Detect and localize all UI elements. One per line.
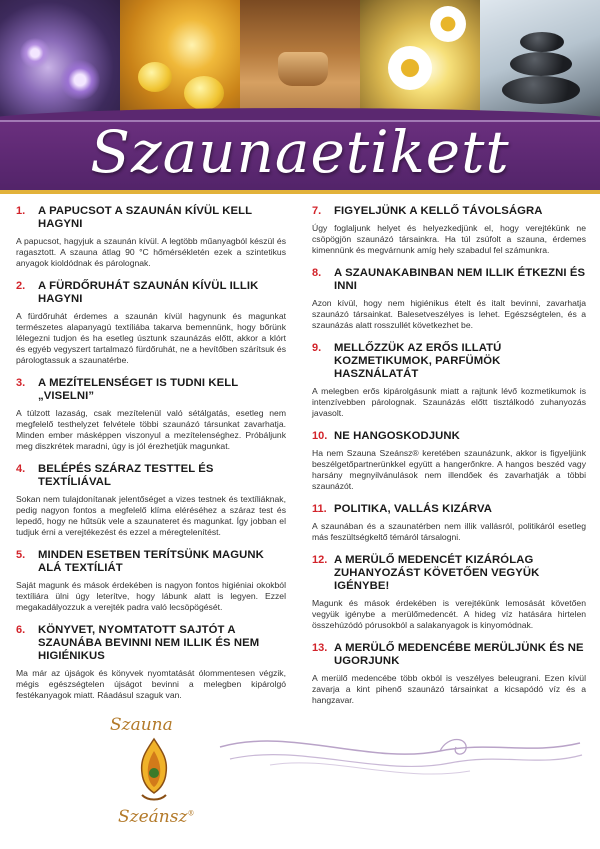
rule-number: 2.: [16, 280, 26, 292]
rule-body: A túlzott lazaság, csak mezítelenül való sétálgatás, esetleg nem megfelelő testhelyzet felvétele többi szaunázó társunkat zavarhatja. Minden ember másképpen viszonyul a mezítelenséghez. Próbáljunk meg diszkrétek maradni, úgy is jól érezhetjük magunkat.: [16, 408, 286, 451]
rule-number: 10.: [312, 430, 328, 442]
rule-heading: A MEZÍTELENSÉGET IS TUDNI KELL „VISELNI”: [38, 377, 239, 402]
rule-body: Sokan nem tulajdonítanak jelentőséget a vizes testnek és textíliáknak, pedig nagyon fontos a megfelelő klíma eléréséhez a száraz test és lepedő, hogy ne hűtsük vele a szaunateret és magunkat. Így jobban el tudjuk érni a verejtékezést és ezzel a méregtelenítést.: [16, 494, 286, 537]
rule-item: [16, 463, 286, 538]
rule-body: Saját magunk és mások érdekében is nagyon fontos higiéniai okokból textíliára ülni úgy leterítve, hogy lábunk alatt is legyen. Ezzel megakadályozzuk a verejték padra való lecsöpögését.: [16, 580, 286, 612]
rule-number: 12.: [312, 554, 328, 566]
rule-item: [312, 642, 586, 706]
rule-number: 7.: [312, 205, 322, 217]
rule-body: A melegben erős kipárolgásunk miatt a rajtunk lévő kozmetikumok is intenzívebben párolognak. Szaunázás előtt tisztálkodó zuhanyozás javasolt.: [312, 386, 586, 418]
rule-body: Azon kívül, hogy nem higiénikus ételt és italt bevinni, zavarhatja szaunázó társainkat. Balesetveszélyes is lehet. Egészségtelen, és a szaunázás alatt rosszullét következhet be.: [312, 298, 586, 330]
rule-item: [312, 342, 586, 419]
logo-text-bottom: Szeánsz®: [118, 807, 195, 827]
rule-body: Ha nem Szauna Szeánsz® keretében szaunázunk, akkor is figyeljünk beszélgetőpartnerünkkel együtt a hangerőnkre. A hangos beszéd vagy harsány megnyilvánulások nem illendőek és zavarhatják a többi szaunázót.: [312, 448, 586, 491]
rule-heading: A PAPUCSOT A SZAUNÁN KÍVÜL KELL HAGYNI: [38, 205, 252, 230]
page-title: Szaunaetikett: [90, 118, 510, 186]
rule-heading: A MERÜLŐ MEDENCÉBE MERÜLJÜNK ÉS NE UGORJUNK: [334, 642, 584, 667]
rule-heading: A FÜRDŐRUHÁT SZAUNÁN KÍVÜL ILLIK HAGYNI: [38, 280, 259, 305]
stone-icon: [502, 76, 580, 104]
logo-text-top: Szauna: [110, 715, 173, 735]
daisy-icon: [430, 6, 466, 42]
flower-icon: [60, 60, 100, 100]
rule-body: Magunk és mások érdekében is verejtékünk lemosását követően vegyük igénybe a merülőmedencét. A hideg víz hatására hirtelen összehúzódó pórusokból a salakanyagok is kinyomódnak.: [312, 598, 586, 630]
rule-number: 11.: [312, 503, 327, 515]
rule-heading: A SZAUNAKABINBAN NEM ILLIK ÉTKEZNI ÉS INNI: [334, 267, 586, 292]
rule-item: [16, 280, 286, 366]
rule-number: 4.: [16, 463, 26, 475]
rule-heading: NE HANGOSKODJUNK: [334, 430, 460, 442]
right-column: [312, 205, 586, 717]
rule-item: [312, 430, 586, 492]
rule-body: A merülő medencébe több okból is veszélyes beleugrani. Ezen kívül zavarja a kint pihenő szaunázó társainkat a kicsapódó víz és a hangzavar.: [312, 673, 586, 705]
rule-number: 8.: [312, 267, 322, 279]
rule-heading: MELLŐZZÜK AZ ERŐS ILLATÚ KOZMETIKUMOK, PARFÜMÖK HASZNÁLATÁT: [334, 342, 502, 380]
left-column: [16, 205, 286, 712]
sauna-bucket-icon: [278, 52, 328, 86]
stone-icon: [520, 32, 564, 52]
flame-emblem-icon: [136, 737, 172, 805]
daisy-icon: [388, 46, 432, 90]
decorative-swirl-icon: [210, 725, 590, 785]
rule-number: 6.: [16, 624, 26, 636]
rule-item: [312, 205, 586, 256]
rule-item: [312, 267, 586, 331]
rule-body: A szaunában és a szaunatérben nem illik vallásról, politikáról esetleg más feszültségkeltő témáról társalogni.: [312, 521, 586, 542]
rule-item: [16, 377, 286, 452]
rule-item: [16, 205, 286, 269]
rule-number: 9.: [312, 342, 322, 354]
rule-heading: FIGYELJÜNK A KELLŐ TÁVOLSÁGRA: [334, 205, 543, 217]
candle-icon: [184, 76, 224, 110]
candle-icon: [138, 62, 172, 92]
rule-body: Úgy foglaljunk helyet és helyezkedjünk el, hogy verejtékünk ne csöpögjön szaunázó társainkra. Ha túl zsúfolt a szauna, érdemes kimennünk és megvárnunk amíg hely szabadul fel számunkra.: [312, 223, 586, 255]
rule-item: [16, 549, 286, 613]
rule-body: A fürdőruhát érdemes a szaunán kívül hagynunk és magunkat természetes alapanyagú textíliába takarva bemennünk, hogy bőrünk lélegezni tudjon és ha esetleg úsztunk szaunázás előtt, akkor a klórt és egyéb vegyszert tartalmazó fürdőruhát, ne a hevítőben szárítsuk és párologtassuk a szaunatérbe.: [16, 311, 286, 365]
rule-heading: KÖNYVET, NYOMTATOTT SAJTÓT A SZAUNÁBA BEVINNI NEM ILLIK ÉS NEM HIGIÉNIKUS: [38, 624, 260, 662]
rule-heading: POLITIKA, VALLÁS KIZÁRVA: [334, 503, 493, 515]
rule-heading: MINDEN ESETBEN TERÍTSÜNK MAGUNK ALÁ TEXTÍLIÁT: [38, 549, 264, 574]
rule-heading: BELÉPÉS SZÁRAZ TESTTEL ÉS TEXTÍLIÁVAL: [38, 463, 214, 488]
rule-item: [312, 503, 586, 543]
rule-body: A papucsot, hagyjuk a szaunán kívül. A legtöbb műanyagból készül és ragasztott. A szauna átlag 90 °C hőmérsékletén ezek a szintetikus anyagok kioldódnak és párolognak.: [16, 236, 286, 268]
rule-item: [312, 554, 586, 631]
rule-item: [16, 624, 286, 701]
szauna-szeansz-logo: [100, 715, 210, 835]
stone-icon: [510, 52, 572, 76]
rule-number: 3.: [16, 377, 26, 389]
rule-number: 5.: [16, 549, 26, 561]
rule-number: 1.: [16, 205, 26, 217]
flower-icon: [20, 38, 50, 68]
rule-heading: A MERÜLŐ MEDENCÉT KIZÁRÓLAG ZUHANYOZÁST KÖVETŐEN VEGYÜK IGÉNYBE!: [334, 554, 540, 592]
rule-number: 13.: [312, 642, 328, 654]
rule-body: Ma már az újságok és könyvek nyomtatását ólommentesen végzik, mégis egészségtelen újságot bevinni a melegben kipárolgó festékanyagok miatt. Ráadásul szaguk van.: [16, 668, 286, 700]
